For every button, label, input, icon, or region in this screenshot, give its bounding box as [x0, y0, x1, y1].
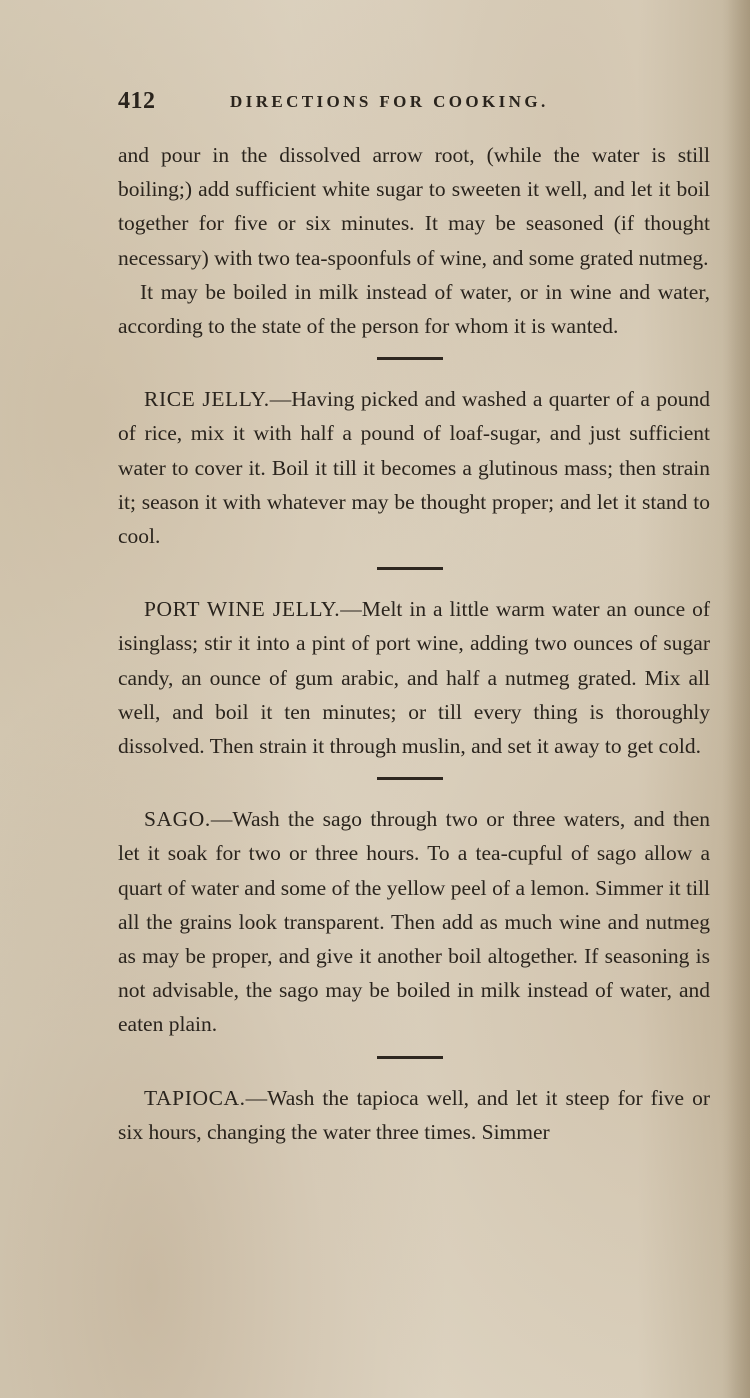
recipe-text: —Having picked and washed a quarter of a pound of rice, mix it with half a pound of loaf-sugar, and just sufficient water to cover it. Boil it till it becomes a glutinous mass; then strain it; season it with whatever may be thought proper; and let it stand to cool.	[118, 387, 710, 549]
section-divider	[377, 567, 443, 570]
section-divider	[377, 357, 443, 360]
page-number: 412	[118, 88, 156, 114]
recipe-text: —Wash the sago through two or three waters, and then let it soak for two or three hours. To a tea-cupful of sago allow a quart of water and some of the yellow peel of a lemon. Simmer it till all the grains look transparent. Then add as much wine and nutmeg as may be proper, and give it another boil altogether. If seasoning is not advisable, the sago may be boiled in milk instead of water, and eaten plain.	[118, 807, 710, 1037]
recipe-title: RICE JELLY.	[144, 387, 270, 412]
section-divider	[377, 777, 443, 780]
recipe-title: TAPIOCA.	[144, 1085, 246, 1110]
recipe-title: PORT WINE JELLY.	[144, 597, 341, 622]
recipe-text: —Melt in a little warm water an ounce of isinglass; stir it into a pint of port wine, adding two ounces of sugar candy, an ounce of gum arabic, and half a nutmeg grated. Mix all well, and boil it ten minutes; or till every thing is thoroughly dissolved. Then strain it through muslin, and set it away to get cold.	[118, 597, 710, 759]
recipe-port-wine-jelly	[118, 592, 710, 763]
recipe-title: SAGO.	[144, 807, 211, 832]
running-head: DIRECTIONS FOR COOKING.	[230, 92, 549, 111]
recipe-text: —Wash the tapioca well, and let it steep for five or six hours, changing the water three times. Simmer	[118, 1085, 710, 1144]
continuation-paragraph-2: It may be boiled in milk instead of water, or in wine and water, according to the state of the person for whom it is wanted.	[118, 279, 710, 339]
spine-shadow	[722, 0, 750, 1398]
recipe-rice-jelly	[118, 382, 710, 553]
recipe-sago	[118, 802, 710, 1041]
page-body	[118, 138, 710, 1149]
continuation-paragraph: and pour in the dissolved arrow root, (while the water is still boiling;) add sufficient white sugar to sweeten it well, and let it boil together for five or six minutes. It may be seasoned (if thought necessary) with two tea-spoonfuls of wine, and some grated nutmeg.	[118, 143, 710, 270]
section-divider	[377, 1056, 443, 1059]
recipe-tapioca	[118, 1081, 710, 1149]
page-header	[118, 88, 708, 118]
